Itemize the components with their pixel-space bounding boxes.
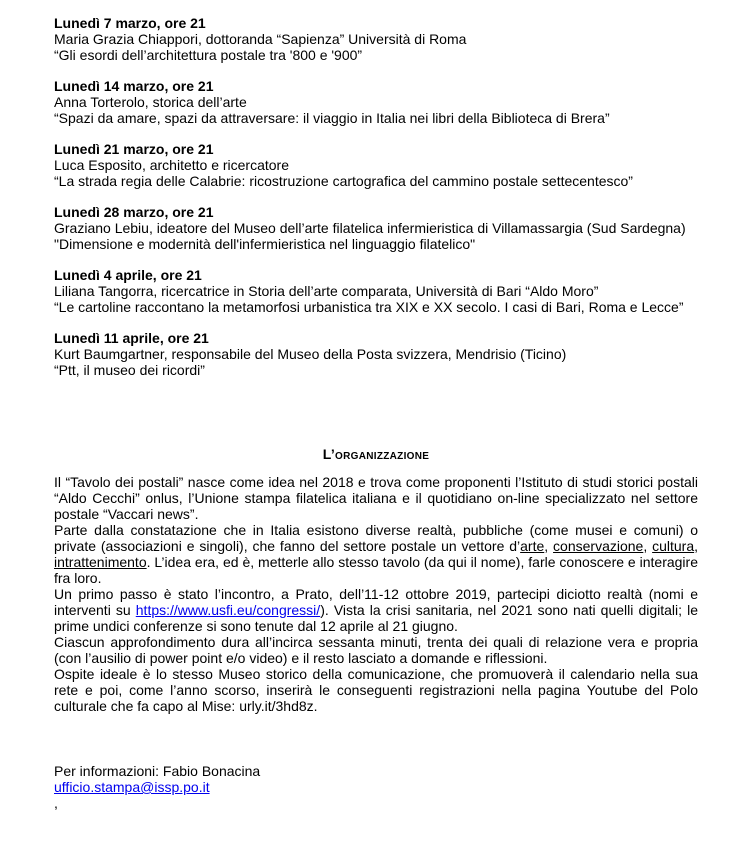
section-heading: L’organizzazione <box>322 446 430 462</box>
event-title: “Spazi da amare, spazi da attraversare: il viaggio in Italia nei libri della Biblioteca di Brera” <box>54 110 610 126</box>
event-date: Lunedì 11 aprile, ore 21 <box>54 330 209 346</box>
underlined-word: arte <box>520 538 545 554</box>
text: , <box>54 795 58 811</box>
paragraph <box>54 586 698 634</box>
text: Un primo passo è stato l’incontro, a Prato, dell’11-12 ottobre 2019, partecipi diciotto realtà (nomi e interventi su <box>54 586 698 618</box>
event-item <box>54 78 698 126</box>
contact-label: Per informazioni: Fabio Bonacina <box>54 763 261 779</box>
event-speaker: Anna Torterolo, storica dell’arte <box>54 94 247 110</box>
event-title: “Gli esordi dell’architettura postale tra '800 e '900” <box>54 47 363 63</box>
text: , <box>544 538 554 554</box>
event-title: “Ptt, il museo dei ricordi” <box>54 362 205 378</box>
contact-email-line <box>54 779 698 811</box>
event-speaker: Liliana Tangorra, ricercatrice in Storia dell’arte comparata, Università di Bari “Aldo Moro” <box>54 283 599 299</box>
text: , <box>694 538 699 554</box>
event-speaker: Maria Grazia Chiappori, dottoranda “Sapienza” Università di Roma <box>54 31 467 47</box>
event-list <box>54 15 698 378</box>
event-date: Lunedì 4 aprile, ore 21 <box>54 267 202 283</box>
event-speaker: Graziano Lebiu, ideatore del Museo dell’arte filatelica infermieristica di Villamassargia (Sud Sardegna) <box>54 220 686 236</box>
paragraph: Ospite ideale è lo stesso Museo storico della comunicazione, che promuoverà il calendario nella sua rete e poi, come l’anno scorso, inserirà le conseguenti registrazioni nella pagina Youtube del Polo culturale che fa capo al Mise: urly.it/3hd8z. <box>54 666 698 714</box>
event-date: Lunedì 21 marzo, ore 21 <box>54 141 214 157</box>
event-item <box>54 267 698 315</box>
event-date: Lunedì 14 marzo, ore 21 <box>54 78 214 94</box>
paragraph: Ciascun approfondimento dura all’incirca sessanta minuti, trenta dei quali di relazione vera e propria (con l’ausilio di power point e/o video) e il resto lasciato a domande e riflessioni. <box>54 634 698 666</box>
event-title: "Dimensione e modernità dell'infermieristica nel linguaggio filatelico" <box>54 236 476 252</box>
underlined-word: cultura <box>652 538 695 554</box>
event-item <box>54 204 698 252</box>
text: , <box>643 538 653 554</box>
event-item <box>54 141 698 189</box>
event-speaker: Luca Esposito, architetto e ricercatore <box>54 157 290 173</box>
email-link[interactable]: ufficio.stampa@issp.po.it <box>54 779 210 795</box>
underlined-word: conservazione <box>553 538 644 554</box>
event-date: Lunedì 7 marzo, ore 21 <box>54 15 206 31</box>
document-page <box>54 15 699 811</box>
contact-block <box>54 763 698 811</box>
underlined-word: intrattenimento <box>54 554 147 570</box>
text: ). Vista la crisi sanitaria, nel 2021 sono nati quelli digitali; le prime undici conferenze si sono tenute dal 12 aprile al 21 giugno. <box>54 602 699 634</box>
paragraph <box>54 522 698 586</box>
event-title: “Le cartoline raccontano la metamorfosi urbanistica tra XIX e XX secolo. I casi di Bari, Roma e Lecce” <box>54 299 684 315</box>
text: . L’idea era, ed è, metterle allo stesso tavolo (da qui il nome), farle conoscere e interagire fra loro. <box>54 554 698 586</box>
event-item <box>54 330 698 378</box>
event-speaker: Kurt Baumgartner, responsabile del Museo della Posta svizzera, Mendrisio (Ticino) <box>54 346 567 362</box>
event-title: “La strada regia delle Calabrie: ricostruzione cartografica del cammino postale settecentesco” <box>54 173 633 189</box>
organization-body <box>54 474 698 714</box>
congressi-link[interactable]: https://www.usfi.eu/congressi/ <box>135 602 321 618</box>
event-item <box>54 15 698 63</box>
text: Parte dalla constatazione che in Italia esistono diverse realtà, pubbliche (come musei e comuni) o private (associazioni e singoli), che fanno del settore postale un vettore d’ <box>54 522 698 554</box>
event-date: Lunedì 28 marzo, ore 21 <box>54 204 214 220</box>
paragraph: Il “Tavolo dei postali” nasce come idea nel 2018 e trova come proponenti l’Istituto di studi storici postali “Aldo Cecchi” onlus, l’Unione stampa filatelica italiana e il quotidiano on-line specializzato nel settore postale “Vaccari news”. <box>54 474 698 522</box>
